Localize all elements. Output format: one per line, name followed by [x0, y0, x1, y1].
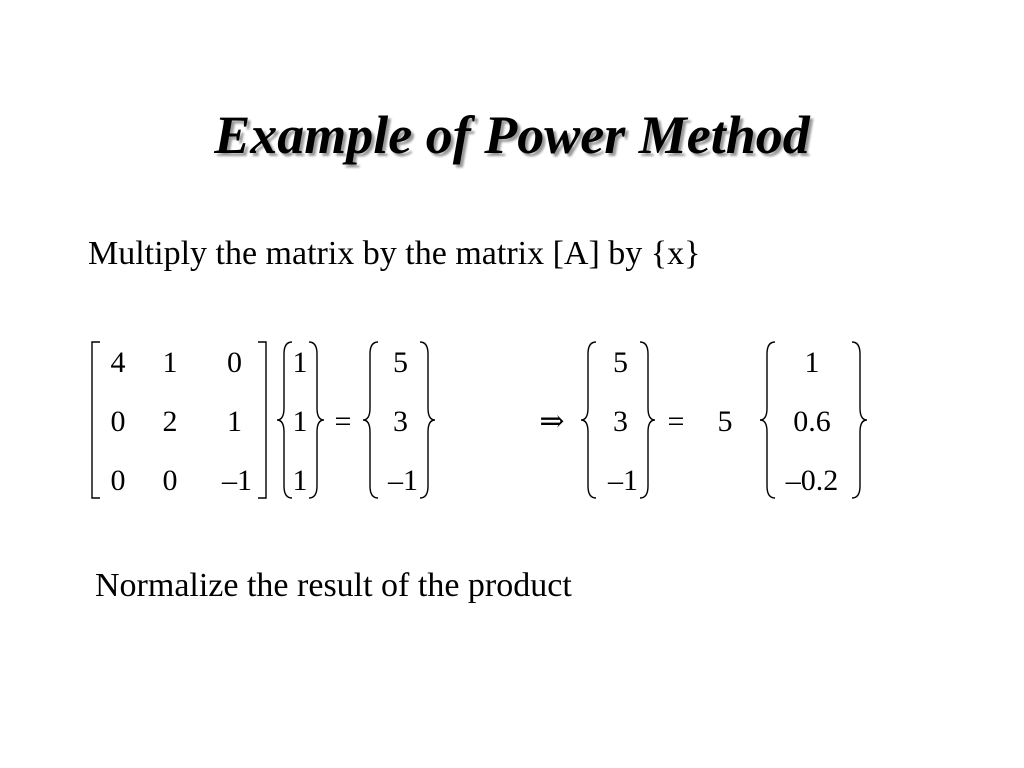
- vector-x-left-brace: [277, 342, 292, 498]
- matrix-a-left-bracket: [92, 342, 100, 498]
- product-cell: 3: [393, 405, 408, 438]
- matrix-a-cell: 0: [227, 346, 242, 379]
- normalize-note: Normalize the result of the product: [95, 567, 572, 604]
- vector-x-cell: 1: [292, 464, 308, 497]
- product-repeat-cell: –1: [608, 464, 638, 497]
- equals-sign: =: [667, 405, 685, 438]
- instruction-text: Multiply the matrix by the matrix [A] by {x}: [88, 235, 701, 272]
- matrix-a-cell: 1: [162, 346, 178, 379]
- matrix-a-cell: 0: [110, 464, 126, 497]
- slide-title: Example of Power Method: [214, 105, 810, 165]
- product-repeat-cell: 3: [613, 405, 628, 438]
- matrix-a-cell: 0: [162, 464, 178, 497]
- normalized-cell: –0.2: [785, 464, 839, 497]
- implies-arrow: ⇒: [539, 405, 565, 438]
- normalized-cell: 1: [804, 346, 820, 379]
- normalized-cell: 0.6: [793, 405, 831, 438]
- product-right-brace: [420, 342, 435, 498]
- product-repeat-right-brace: [640, 342, 655, 498]
- matrix-a-right-bracket: [258, 342, 266, 498]
- product-left-brace: [363, 342, 378, 498]
- matrix-a-cell: –1: [222, 464, 252, 497]
- scale-factor: 5: [717, 405, 733, 438]
- vector-x-cell: 1: [292, 346, 308, 379]
- product-repeat-left-brace: [581, 342, 596, 498]
- product-repeat-cell: 5: [613, 346, 628, 379]
- vector-x-right-brace: [309, 342, 324, 498]
- matrix-a-cell: 0: [110, 405, 126, 438]
- normalized-right-brace: [852, 342, 867, 498]
- matrix-a-cell: 1: [227, 405, 242, 438]
- product-cell: –1: [388, 464, 418, 497]
- matrix-a-cell: 2: [162, 405, 178, 438]
- power-method-equation: [0, 330, 1024, 510]
- normalized-left-brace: [760, 342, 775, 498]
- vector-x-cell: 1: [292, 405, 308, 438]
- product-cell: 5: [393, 346, 408, 379]
- matrix-a-cell: 4: [110, 346, 126, 379]
- equals-sign: =: [334, 405, 352, 438]
